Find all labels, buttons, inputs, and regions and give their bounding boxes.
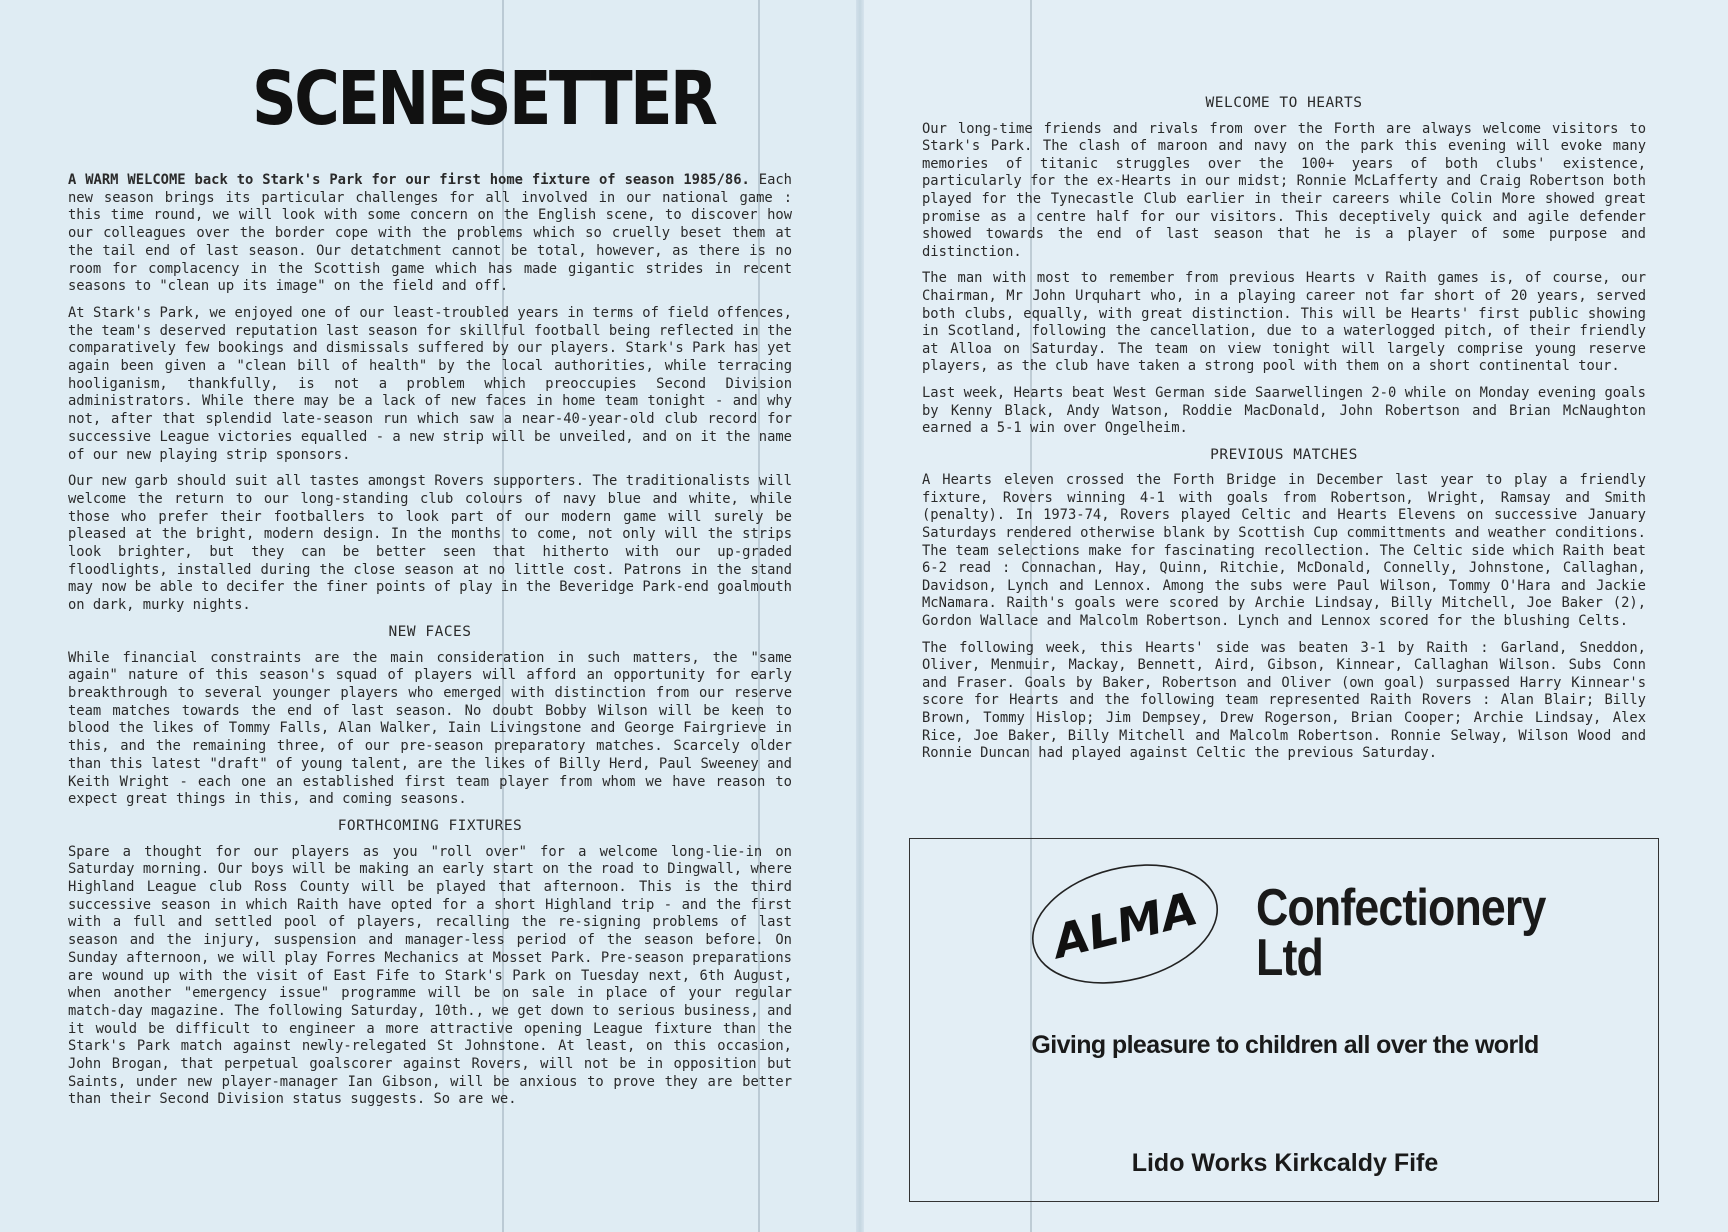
- company-name-line-2: Ltd: [1256, 929, 1323, 987]
- welcome-heading: WELCOME TO HEARTS: [1205, 95, 1363, 111]
- intro-paragraph: [68, 172, 792, 296]
- alma-logo-text: ALMA: [1047, 881, 1203, 969]
- fixtures-paragraph: Spare a thought for our players as you "roll over" for a welcome long-lie-in on Saturday morning. Our boys will be making an early start on the road to Dingwall, where Highland League club Ross County will be played that afternoon. This is the third successive season in which Raith have opted for a short Highland trip - and the first with a full and settled pool of players, recalling the re-signing problems of last season and the injury, suspension and manager-less period of the season before. On Sunday afternoon, we will play Forres Mechanics at Mosset Park. Pre-season preparations are wound up with the visit of East Fife to Stark's Park on Tuesday next, 6th August, when another "emergency issue" programme will be on sale in place of your regular match-day magazine. The following Saturday, 10th., we get down to serious business, and it would be difficult to engineer a more attractive opening League fixture than the Stark's Park match against newly-relegated St Johnstone. At least, on this occasion, John Brogan, that perpetual goalscorer against Rovers, will not be in opposition but Saints, under new player-manager Ian Gibson, will be anxious to prove they are better than their Second Division status suggests. So are we.: [68, 843, 792, 1108]
- company-name-line-1: Confectionery: [1256, 879, 1546, 937]
- intro-body: Each new season brings its particular challenges for all involved in our national game : this time round, we will look with some concern on the English scene, to discover how our colleagues over the border cope with the problems which so cruelly beset them at the tail end of last season. Our detatchment cannot be total, however, as there is no room for complacency in the Scottish game which has made gigantic strides in recent seasons to "clean up its image" on the field and off.: [68, 172, 792, 295]
- page-title: SCENESETTER: [252, 56, 716, 142]
- alma-logo: [1025, 859, 1225, 989]
- new-faces-paragraph: While financial constraints are the main consideration in such matters, the "same again" nature of this season's squad of players will afford an opportunity for early breakthrough to several younger players who emerged with distinction from our reserve team matches towards the end of last season. No doubt Bobby Wilson will be keen to blood the likes of Tommy Falls, Alan Walker, Iain Livingstone and George Fairgrieve in this, and the remaining three, of our pre-season preparatory matches. Scarcely older than this latest "draft" of young talent, are the likes of Billy Herd, Paul Sweeney and Keith Wright - each one an established first team player from whom we have reason to expect great things in this, and coming seasons.: [68, 649, 792, 808]
- left-article: [68, 172, 792, 1118]
- new-strip-paragraph: Our new garb should suit all tastes amongst Rovers supporters. The traditionalists will welcome the return to our long-standing club colours of navy blue and white, while those who prefer their footballers to look part of our modern game will surely be pleased at the bright, modern design. In the months to come, not only will the strips look brighter, but they can be better seen that hitherto with our up-graded floodlights, installed during the close season at no little cost. Patrons in the stand may now be able to decifer the finer points of play in the Beveridge Park-end goalmouth on dark, murky nights.: [68, 473, 792, 614]
- welcome-paragraph-3: Last week, Hearts beat West German side Saarwellingen 2-0 while on Monday evening goals by Kenny Black, Andy Watson, Roddie MacDonald, John Robertson and Brian McNaughton earned a 5-1 win over Ongelheim.: [922, 384, 1646, 437]
- page-fold: [856, 0, 864, 1232]
- sponsor-advert: [909, 838, 1659, 1202]
- fixtures-heading: FORTHCOMING FIXTURES: [337, 817, 523, 834]
- new-faces-heading: NEW FACES: [388, 623, 472, 640]
- previous-paragraph-1: A Hearts eleven crossed the Forth Bridge in December last year to play a friendly fixture, Rovers winning 4-1 with goals from Robertson, Wright, Ramsay and Smith (penalty). In 1973-74, Rovers played Celtic and Hearts Elevens on successive January Saturdays rendered otherwise blank by Scottish Cup committments and weather conditions. The team selections make for fascinating recollection. The Celtic side which Raith beat 6-2 read : Connachan, Hay, Quinn, Ritchie, McDonald, Connelly, Johnstone, Callaghan, Davidson, Lynch and Lennox. Among the subs were Paul Wilson, Tommy O'Hara and Jackie McNamara. Raith's goals were scored by Archie Lindsay, Billy Mitchell, Joe Baker (2), Gordon Wallace and Malcolm Robertson. Lynch and Lennox scored for the blushing Celts.: [922, 472, 1646, 630]
- right-article: [922, 92, 1646, 772]
- company-name: [1256, 879, 1546, 987]
- intro-lead: A WARM WELCOME back to Stark's Park for our first home fixture of season 1985/86.: [68, 172, 750, 188]
- discipline-paragraph: At Stark's Park, we enjoyed one of our least-troubled years in terms of field offences, the team's deserved reputation last season for skillful football being reflected in the comparatively few bookings and dismissals suffered by our players. Stark's Park has yet again been given a "clean bill of health" by the local authorities, while terracing hooliganism, thankfully, is not a problem which preoccupies Second Division administrators. While there may be a lack of new faces in home team tonight - and why not, after that splendid late-season run which saw a near-40-year-old club record for successive League victories equalled - a new strip will be unveiled, and on it the name of our new playing strip sponsors.: [68, 304, 792, 463]
- welcome-paragraph-1: Our long-time friends and rivals from over the Forth are always welcome visitors to Stark's Park. The clash of maroon and navy on the park this evening will evoke many memories of titanic struggles over the 100+ years of both clubs' existence, particularly for the ex-Hearts in our midst; Ronnie McLafferty and Craig Robertson both played for the Tynecastle Club earlier in their careers while Colin More showed great promise as a centre half for our visitors. This deceptively quick and agile defender showed towards the end of last season that he is a player of some purpose and distinction.: [922, 120, 1646, 260]
- company-tagline: Giving pleasure to children all over the world: [1031, 1031, 1539, 1059]
- previous-matches-heading: PREVIOUS MATCHES: [1210, 446, 1358, 463]
- welcome-paragraph-2: The man with most to remember from previous Hearts v Raith games is, of course, our Chairman, Mr John Urquhart who, in a playing career not far short of 20 years, served both clubs, equally, with great distinction. This will be Hearts' first public showing in Scotland, following the cancellation, due to a waterlogged pitch, of their friendly at Alloa on Saturday. The team on view tonight will largely comprise young reserve players, as the club have taken a strong pool with them on a short continental tour.: [922, 270, 1646, 375]
- company-address: Lido Works Kirkcaldy Fife: [1131, 1149, 1439, 1177]
- previous-paragraph-2: The following week, this Hearts' side was beaten 3-1 by Raith : Garland, Sneddon, Oliver, Menmuir, Mackay, Bennett, Aird, Gibson, Kinnear, Callaghan Wilson. Subs Conn and Fraser. Goals by Baker, Robertson and Oliver (own goal) surpassed Harry Kinnear's score for Hearts and the following team represented Raith Rovers : Alan Blair; Billy Brown, Tommy Hislop; Jim Dempsey, Drew Rogerson, Brian Cooper; Archie Lindsay, Alex Rice, Joe Baker, Billy Mitchell and Malcolm Robertson. Ronnie Selway, Wilson Wood and Ronnie Duncan had played against Celtic the previous Saturday.: [922, 639, 1646, 762]
